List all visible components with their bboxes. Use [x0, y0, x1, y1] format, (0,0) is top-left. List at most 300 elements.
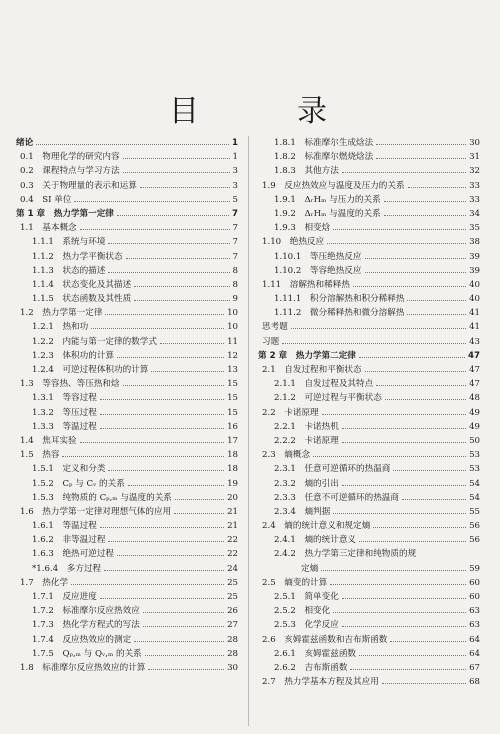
- toc-entry-title: 2.2.2 卡诺原理: [274, 435, 339, 446]
- toc-entry[interactable]: [258, 278, 480, 292]
- leader-dots: [117, 356, 224, 358]
- toc-entry-title: 1.6.3 绝热可逆过程: [32, 549, 115, 560]
- toc-entry-page: 10: [227, 308, 238, 319]
- toc-entry-page: 25: [227, 577, 238, 588]
- toc-entry-title: 2.4.2 热力学第三定律和纯物质的规: [274, 549, 417, 560]
- toc-entry-page: 15: [227, 407, 238, 418]
- toc-entry-page: 20: [227, 492, 238, 503]
- leader-dots: [175, 498, 224, 500]
- toc-entry-title: 2.1 自发过程和平衡状态: [262, 365, 362, 375]
- leader-dots: [134, 299, 229, 301]
- toc-entry[interactable]: [258, 150, 480, 164]
- toc-entry-title: 1.3.2 等压过程: [32, 407, 97, 418]
- toc-entry-title: 2.3.4 熵判据: [274, 506, 331, 517]
- toc-entry-page: 63: [469, 606, 480, 617]
- leader-dots: [100, 413, 224, 415]
- toc-entry-page: 33: [469, 194, 480, 205]
- toc-entry-page: 13: [227, 365, 238, 375]
- toc-entry[interactable]: [258, 250, 480, 264]
- toc-entry[interactable]: [16, 235, 238, 249]
- toc-entry-title: 2.4 熵的统计意义和规定熵: [262, 521, 371, 532]
- leader-dots: [74, 200, 229, 202]
- leader-dots: [359, 654, 466, 656]
- leader-dots: [342, 427, 466, 429]
- toc-entry-title: 1.11 溶解热和稀释热: [262, 279, 350, 290]
- toc-entry-page: 39: [469, 251, 480, 262]
- toc-entry[interactable]: [258, 618, 480, 632]
- leader-dots: [330, 583, 466, 585]
- toc-entry[interactable]: [258, 306, 480, 320]
- toc-entry-title: 2.5.3 化学反应: [274, 620, 339, 631]
- toc-entry[interactable]: [258, 136, 480, 150]
- toc-entry-page: 48: [469, 393, 480, 404]
- toc-entry[interactable]: [16, 264, 238, 278]
- leader-dots: [100, 398, 224, 400]
- toc-entry[interactable]: [258, 406, 480, 420]
- leader-dots: [62, 455, 224, 457]
- toc-entry[interactable]: [16, 150, 238, 164]
- toc-entry-page: 40: [469, 294, 480, 305]
- leader-dots: [71, 583, 224, 585]
- leader-dots: [390, 640, 466, 642]
- toc-chapter[interactable]: [258, 349, 480, 363]
- toc-entry-title: 1.5.1 定义和分类: [32, 464, 106, 475]
- toc-entry-page: 47: [468, 350, 480, 361]
- toc-entry-title: 1.2.3 体积功的计算: [32, 350, 115, 361]
- toc-entry-page: 33: [469, 180, 480, 191]
- toc-entry-page: 63: [469, 620, 480, 631]
- toc-entry[interactable]: [258, 576, 480, 590]
- toc-entry-title: *1.6.4 多方过程: [32, 563, 102, 574]
- toc-entry-title: 2.3.2 熵的引出: [274, 478, 339, 489]
- toc-entry[interactable]: [16, 434, 238, 448]
- toc-entry[interactable]: [16, 618, 238, 632]
- leader-dots: [402, 498, 466, 500]
- toc-entry[interactable]: [258, 363, 480, 377]
- toc-entry-page: 7: [232, 251, 238, 262]
- toc-entry-title: 1.8.2 标准摩尔燃烧焓法: [274, 152, 374, 163]
- toc-entry[interactable]: [16, 505, 238, 519]
- toc-entry[interactable]: [16, 164, 238, 178]
- leader-dots: [408, 186, 466, 188]
- toc-entry-title: 1.1.5 状态函数及其性质: [32, 294, 132, 305]
- toc-entry-page: 39: [469, 265, 480, 276]
- toc-entry-title: 1.3.1 等容过程: [32, 393, 97, 404]
- toc-entry[interactable]: [258, 377, 480, 391]
- toc-entry-page: 54: [469, 478, 480, 489]
- toc-entry[interactable]: [258, 491, 480, 505]
- toc-entry-page: 8: [232, 279, 238, 290]
- leader-dots: [322, 413, 466, 415]
- toc-entry-title: 1.1.2 热力学平衡状态: [32, 251, 123, 262]
- toc-entry-page: 56: [469, 521, 480, 532]
- toc-entry-page: 53: [469, 464, 480, 475]
- leader-dots: [123, 171, 230, 173]
- leader-dots: [148, 668, 224, 670]
- toc-entry[interactable]: [16, 306, 238, 320]
- toc-entry-page: 56: [469, 535, 480, 546]
- leader-dots: [126, 257, 230, 259]
- toc-entry-page: 10: [227, 322, 238, 333]
- toc-entry[interactable]: [258, 164, 480, 178]
- toc-entry-page: 9: [232, 294, 238, 305]
- toc-entry-page: 47: [469, 365, 480, 375]
- toc-entry[interactable]: [16, 647, 238, 661]
- toc-entry-page: 49: [469, 421, 480, 432]
- leader-dots: [342, 484, 466, 486]
- leader-dots: [376, 143, 466, 145]
- toc-entry[interactable]: [16, 477, 238, 491]
- toc-entry-title: 1.10 绝热反应: [262, 237, 325, 248]
- toc-entry[interactable]: [16, 391, 238, 405]
- leader-dots: [134, 285, 229, 287]
- toc-entry-page: 22: [227, 549, 238, 560]
- toc-entry[interactable]: [16, 590, 238, 604]
- leader-dots: [80, 228, 230, 230]
- toc-entry[interactable]: [16, 604, 238, 618]
- toc-entry[interactable]: [258, 519, 480, 533]
- leader-dots: [80, 441, 224, 443]
- toc-entry-title: 1.10.1 等压绝热反应: [274, 251, 362, 262]
- toc-entry-title: 1.7 热化学: [20, 577, 69, 588]
- toc-entry-title: 1.2.4 可逆过程体积功的计算: [32, 365, 149, 375]
- toc-entry[interactable]: [258, 462, 480, 476]
- toc-entry[interactable]: [258, 434, 480, 448]
- leader-dots: [100, 597, 224, 599]
- toc-entry-page: 64: [469, 648, 480, 659]
- toc-entry-page: 25: [227, 592, 238, 602]
- toc-chapter[interactable]: [16, 207, 238, 221]
- toc-entry-title: 2.3.3 任意不可逆循环的热温商: [274, 492, 399, 503]
- toc-entry-title: 2.1.2 可逆过程与平衡状态: [274, 393, 382, 404]
- toc-entry[interactable]: [258, 420, 480, 434]
- toc-entry-title: 2.4.1 熵的统计意义: [274, 535, 357, 546]
- toc-entry[interactable]: [16, 462, 238, 476]
- toc-entry[interactable]: [258, 547, 480, 575]
- leader-dots: [359, 540, 466, 542]
- leader-dots: [134, 640, 224, 642]
- leader-dots: [365, 257, 467, 259]
- toc-entry-page: 40: [469, 279, 480, 290]
- toc-entry[interactable]: [16, 179, 238, 193]
- toc-entry-title: 习题: [262, 336, 280, 347]
- leader-dots: [376, 384, 466, 386]
- toc-entry-title: 2.3.1 任意可逆循环的热温商: [274, 464, 391, 475]
- toc-entry[interactable]: [16, 519, 238, 533]
- leader-dots: [123, 157, 230, 159]
- toc-entry-title: 1.7.5 Qₚ,ₘ 与 Qᵥ,ₘ 的关系: [32, 648, 142, 659]
- toc-entry-title: 1.1.4 状态变化及其描述: [32, 279, 132, 290]
- toc-entry-page: 7: [232, 208, 238, 219]
- toc-entry-title: 1.6.1 等温过程: [32, 521, 97, 532]
- leader-dots: [160, 342, 224, 344]
- leader-dots: [108, 469, 224, 471]
- toc-entry-page: 50: [469, 435, 480, 446]
- leader-dots: [365, 271, 467, 273]
- leader-dots: [342, 171, 466, 173]
- toc-entry[interactable]: [16, 420, 238, 434]
- leader-dots: [407, 313, 466, 315]
- toc-entry-title: 1.2.1 热和功: [32, 322, 89, 333]
- leader-dots: [145, 654, 224, 656]
- toc-entry-page: 30: [227, 662, 238, 673]
- toc-entry-title: 1.7.2 标准摩尔反应热效应: [32, 606, 140, 617]
- toc-entry[interactable]: [258, 221, 480, 235]
- toc-entry[interactable]: [258, 505, 480, 519]
- toc-entry-title: 2.6.2 吉布斯函数: [274, 662, 348, 673]
- toc-entry-page: 16: [227, 421, 238, 432]
- toc-entry-title: 1.8.1 标准摩尔生成焓法: [274, 138, 374, 148]
- leader-dots: [373, 526, 466, 528]
- leader-dots: [123, 384, 224, 386]
- toc-entry-title: 2.6 亥姆霍兹函数和吉布斯函数: [262, 634, 388, 645]
- page-title: 目 录: [169, 94, 361, 129]
- toc-column-left: [16, 136, 238, 675]
- toc-entry[interactable]: [16, 377, 238, 391]
- toc-entry-title: 1.5.3 纯物质的 Cₚ,ₘ 与温度的关系: [32, 492, 172, 503]
- toc-entry[interactable]: [258, 533, 480, 547]
- toc-entry[interactable]: [16, 278, 238, 292]
- toc-entry-title-cont: 定熵: [301, 563, 319, 574]
- leader-dots: [36, 143, 229, 145]
- toc-entry[interactable]: [258, 633, 480, 647]
- toc-entry-page: 22: [227, 535, 238, 546]
- toc-entry-page: 24: [227, 563, 238, 574]
- toc-entry-title: 1.9.3 相变焓: [274, 223, 331, 234]
- toc-entry[interactable]: [16, 576, 238, 590]
- toc-entry-page: 64: [469, 634, 480, 645]
- leader-dots: [108, 271, 229, 273]
- toc-entry-page: 67: [469, 662, 480, 673]
- toc-entry-title: 1.2 热力学第一定律: [20, 308, 103, 319]
- toc-entry-page: 21: [227, 506, 238, 517]
- toc-entry-page: 30: [469, 138, 480, 148]
- toc-entry-page: 11: [227, 336, 238, 347]
- toc-entry[interactable]: [16, 292, 238, 306]
- toc-entry-title: 1.6.2 非等温过程: [32, 535, 106, 546]
- toc-entry[interactable]: [258, 335, 480, 349]
- toc-entry-title: 0.4 SI 单位: [20, 194, 72, 205]
- toc-entry-page: 15: [227, 393, 238, 404]
- toc-entry-title: 思考题: [262, 322, 288, 333]
- toc-entry-title: 1.9.2 ΔᵣHₘ 与温度的关系: [274, 208, 381, 219]
- toc-entry[interactable]: [16, 633, 238, 647]
- toc-entry[interactable]: [258, 193, 480, 207]
- leader-dots: [342, 597, 466, 599]
- toc-entry-title: 1.1 基本概念: [20, 223, 77, 234]
- toc-entry-page: 32: [469, 166, 480, 177]
- toc-entry-title: 2.3 熵概念: [262, 450, 311, 461]
- toc-entry[interactable]: [258, 590, 480, 604]
- toc-entry-title: 1.6 热力学第一定律对理想气体的应用: [20, 506, 172, 517]
- leader-dots: [353, 285, 466, 287]
- leader-dots: [327, 242, 466, 244]
- toc-entry-page: 60: [469, 592, 480, 603]
- leader-dots: [342, 441, 466, 443]
- toc-entry-title: 1.5.2 Cₚ 与 Cᵥ 的关系: [32, 478, 125, 489]
- leader-dots: [100, 427, 224, 429]
- toc-entry-page: 28: [227, 634, 238, 645]
- toc-chapter[interactable]: [16, 136, 238, 150]
- toc-entry-page: 38: [469, 237, 480, 248]
- toc-entry-title: 1.4 焦耳实验: [20, 435, 77, 446]
- toc-entry[interactable]: [16, 193, 238, 207]
- toc-entry-title: 0.2 课程特点与学习方法: [20, 166, 120, 177]
- leader-dots: [104, 569, 224, 571]
- leader-dots: [117, 554, 224, 556]
- leader-dots: [291, 327, 466, 329]
- leader-dots: [140, 186, 230, 188]
- toc-entry-title: 2.5 熵变的计算: [262, 577, 328, 588]
- toc-entry-title: 1.11.1 积分溶解热和积分稀释热: [274, 294, 405, 305]
- toc-entry-title: 1.1.1 系统与环境: [32, 237, 106, 248]
- toc-entry-title: 1.1.3 状态的描述: [32, 265, 106, 276]
- leader-dots: [384, 200, 466, 202]
- toc-entry[interactable]: [258, 391, 480, 405]
- toc-entry-title: 2.5.1 简单变化: [274, 592, 339, 603]
- leader-dots: [376, 157, 466, 159]
- toc-entry-page: 34: [469, 208, 480, 219]
- toc-entry-title: 2.5.2 相变化: [274, 606, 331, 617]
- toc-entry-page: 12: [227, 350, 238, 361]
- toc-entry[interactable]: [258, 675, 480, 689]
- leader-dots: [321, 569, 466, 571]
- toc-column-right: [258, 136, 480, 689]
- toc-entry[interactable]: [16, 448, 238, 462]
- toc-entry-page: 43: [469, 336, 480, 347]
- toc-entry-page: 18: [227, 464, 238, 475]
- toc-entry-page: 7: [232, 237, 238, 248]
- toc-entry[interactable]: [258, 207, 480, 221]
- leader-dots: [407, 299, 466, 301]
- toc-entry-page: 5: [232, 194, 238, 205]
- leader-dots: [313, 455, 466, 457]
- leader-dots: [100, 526, 224, 528]
- toc-entry-title: 第 2 章 热力学第二定律: [258, 350, 356, 361]
- toc-entry-page: 27: [227, 620, 238, 631]
- toc-entry-page: 26: [227, 606, 238, 617]
- toc-entry-page: 21: [227, 521, 238, 532]
- leader-dots: [108, 540, 224, 542]
- toc-entry[interactable]: [258, 320, 480, 334]
- toc-entry-page: 1: [232, 138, 238, 148]
- toc-entry[interactable]: [16, 547, 238, 561]
- leader-dots: [282, 342, 466, 344]
- toc-entry-page: 15: [227, 379, 238, 390]
- toc-entry-page: 35: [469, 223, 480, 234]
- toc-entry[interactable]: [16, 661, 238, 675]
- toc-entry[interactable]: [258, 292, 480, 306]
- toc-entry-title: 1.10.2 等容绝热反应: [274, 265, 362, 276]
- toc-entry[interactable]: [16, 406, 238, 420]
- leader-dots: [143, 625, 224, 627]
- leader-dots: [393, 469, 466, 471]
- toc-entry-page: 41: [469, 308, 480, 319]
- leader-dots: [91, 327, 224, 329]
- toc-entry[interactable]: [258, 448, 480, 462]
- toc-entry[interactable]: [16, 250, 238, 264]
- leader-dots: [333, 611, 466, 613]
- toc-entry-title: 0.1 物理化学的研究内容: [20, 152, 120, 163]
- toc-entry-page: 59: [469, 563, 480, 574]
- toc-entry-title: 1.9 反应热效应与温度及压力的关系: [262, 180, 405, 191]
- toc-entry-title: 1.7.4 反应热效应的测定: [32, 634, 132, 645]
- toc-entry-title: 1.7.3 热化学方程式的写法: [32, 620, 140, 631]
- toc-entry-page: 8: [232, 265, 238, 276]
- leader-dots: [333, 228, 466, 230]
- column-divider: [248, 136, 249, 726]
- leader-dots: [384, 214, 466, 216]
- leader-dots: [359, 356, 465, 358]
- toc-entry-page: 53: [469, 450, 480, 461]
- leader-dots: [108, 242, 229, 244]
- toc-entry[interactable]: [258, 477, 480, 491]
- leader-dots: [117, 214, 229, 216]
- toc-entry-page: 3: [232, 166, 238, 177]
- toc-entry[interactable]: [258, 647, 480, 661]
- toc-entry-page: 17: [227, 435, 238, 446]
- toc-entry[interactable]: [258, 661, 480, 675]
- toc-entry-page: 31: [469, 152, 480, 163]
- leader-dots: [382, 682, 466, 684]
- toc-entry-page: 18: [227, 450, 238, 461]
- toc-entry-title: 2.1.1 自发过程及其特点: [274, 379, 374, 390]
- toc-entry[interactable]: [16, 335, 238, 349]
- leader-dots: [151, 370, 224, 372]
- toc-entry-title: 1.8.3 其他方法: [274, 166, 339, 177]
- toc-entry-title: 1.3.3 等温过程: [32, 421, 97, 432]
- leader-dots: [128, 484, 224, 486]
- toc-entry-title: 2.7 热力学基本方程及其应用: [262, 677, 379, 688]
- leader-dots: [105, 313, 224, 315]
- toc-entry[interactable]: [16, 349, 238, 363]
- toc-entry-title: 1.9.1 ΔᵣHₘ 与压力的关系: [274, 194, 381, 205]
- toc-entry[interactable]: [258, 179, 480, 193]
- leader-dots: [350, 668, 466, 670]
- toc-entry-title: 1.7.1 反应进度: [32, 592, 97, 602]
- toc-entry-page: 60: [469, 577, 480, 588]
- toc-entry-title: 1.5 热容: [20, 450, 60, 461]
- toc-entry[interactable]: [16, 562, 238, 576]
- leader-dots: [143, 611, 224, 613]
- toc-entry-title: 1.11.2 微分稀释热和微分溶解热: [274, 308, 405, 319]
- toc-entry-page: 68: [469, 677, 480, 688]
- toc-entry[interactable]: [16, 320, 238, 334]
- leader-dots: [385, 398, 466, 400]
- leader-dots: [342, 625, 466, 627]
- toc-entry-page: 7: [232, 223, 238, 234]
- toc-entry-page: 55: [469, 506, 480, 517]
- toc-entry[interactable]: [16, 533, 238, 547]
- toc-entry[interactable]: [258, 235, 480, 249]
- toc-entry[interactable]: [258, 264, 480, 278]
- toc-entry-title: 绪论: [16, 138, 34, 148]
- toc-entry-page: 1: [232, 152, 238, 163]
- toc-entry-title: 1.2.2 内能与第一定律的数学式: [32, 336, 157, 347]
- toc-entry-title: 1.8 标准摩尔反应热效应的计算: [20, 662, 146, 673]
- toc-entry[interactable]: [16, 363, 238, 377]
- toc-entry[interactable]: [258, 604, 480, 618]
- toc-entry-page: 54: [469, 492, 480, 503]
- toc-entry-title: 2.2.1 卡诺热机: [274, 421, 339, 432]
- toc-entry[interactable]: [16, 491, 238, 505]
- toc-entry-title: 2.2 卡诺原理: [262, 407, 319, 418]
- toc-entry-page: 49: [469, 407, 480, 418]
- toc-entry-page: 28: [227, 648, 238, 659]
- toc-entry-page: 3: [232, 180, 238, 191]
- toc-entry-title: 0.3 关于物理量的表示和运算: [20, 180, 137, 191]
- toc-entry[interactable]: [16, 221, 238, 235]
